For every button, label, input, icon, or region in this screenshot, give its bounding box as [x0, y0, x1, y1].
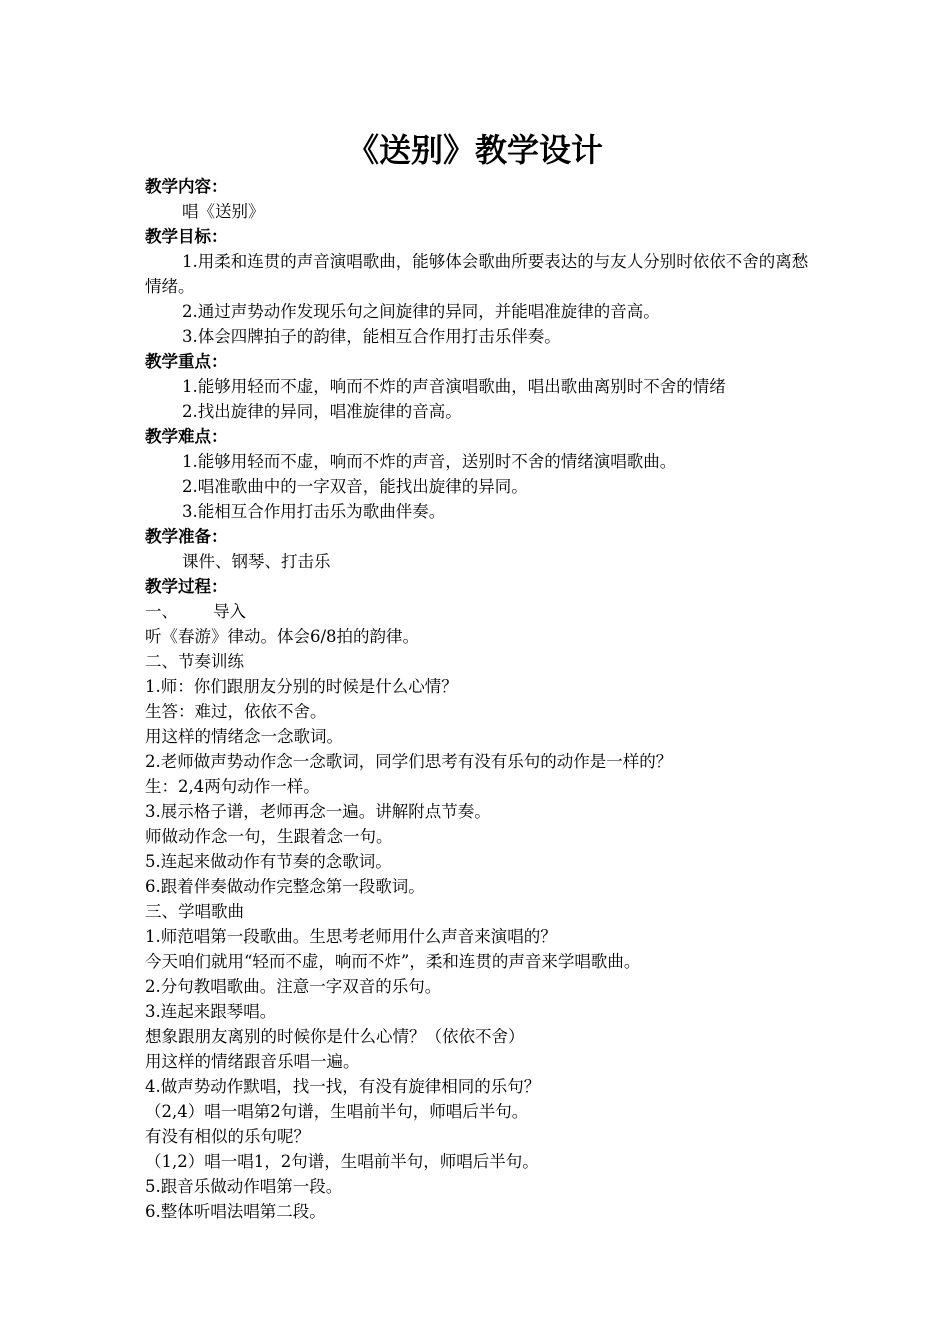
process-line: 4.做声势动作默唱，找一找，有没有旋律相同的乐句？ — [145, 1077, 541, 1096]
difficulty-item: 3.能相互合作用打击乐为歌曲伴奏。 — [182, 502, 446, 521]
process-line: 用这样的情绪念一念歌词。 — [145, 727, 343, 746]
goal-item: 2.通过声势动作发现乐句之间旋律的异同，并能唱准旋律的音高。 — [182, 302, 660, 321]
key-point-item: 1.能够用轻而不虚，响而不炸的声音演唱歌曲，唱出歌曲离别时不舍的情绪 — [182, 377, 726, 396]
difficulty-item: 2.唱准歌曲中的一字双音，能找出旋律的异同。 — [182, 477, 528, 496]
process-part-title: 二、节奏训练 — [145, 652, 244, 671]
section-heading-content: 教学内容： — [145, 177, 228, 196]
goal-item: 1.用柔和连贯的声音演唱歌曲，能够体会歌曲所要表达的与友人分别时依依不舍的离愁情绪。 — [145, 252, 809, 296]
document-body — [145, 174, 815, 1224]
process-line: 有没有相似的乐句呢？ — [145, 1127, 310, 1146]
section-heading-goals: 教学目标： — [145, 227, 228, 246]
process-line: 1.师：你们跟朋友分别的时候是什么心情？ — [145, 677, 458, 696]
process-line: 6.整体听唱法唱第二段。 — [145, 1202, 326, 1221]
process-line: 师做动作念一句，生跟着念一句。 — [145, 827, 393, 846]
section-heading-process: 教学过程： — [145, 577, 228, 596]
process-line: 3.连起来跟琴唱。 — [145, 1002, 277, 1021]
process-line: 想象跟朋友离别的时候你是什么心情？（依依不舍） — [145, 1027, 525, 1046]
section-heading-preparation: 教学准备： — [145, 527, 228, 546]
process-line: 今天咱们就用“轻而不虚，响而不炸”，柔和连贯的声音来学唱歌曲。 — [145, 952, 641, 971]
difficulty-item: 1.能够用轻而不虚，响而不炸的声音，送别时不舍的情绪演唱歌曲。 — [182, 452, 677, 471]
process-line: 生答：难过，依依不舍。 — [145, 702, 327, 721]
preparation-item: 课件、钢琴、打击乐 — [182, 552, 331, 571]
process-part-number: 一、 — [145, 602, 178, 621]
process-line: 5.连起来做动作有节奏的念歌词。 — [145, 852, 392, 871]
process-part-label: 导入 — [213, 602, 246, 621]
process-line: 听《春游》律动。体会6/8拍的韵律。 — [145, 627, 420, 646]
process-line: （1,2）唱一唱1，2句谱，生唱前半句，师唱后半句。 — [145, 1152, 539, 1171]
process-line: 1.师范唱第一段歌曲。生思考老师用什么声音来演唱的？ — [145, 927, 557, 946]
process-line: 5.跟音乐做动作唱第一段。 — [145, 1177, 343, 1196]
process-line: 生：2,4两句动作一样。 — [145, 777, 320, 796]
process-line: 6.跟着伴奏做动作完整念第一段歌词。 — [145, 877, 425, 896]
process-line: 用这样的情绪跟音乐唱一遍。 — [145, 1052, 360, 1071]
content-item: 唱《送别》 — [182, 202, 265, 221]
goal-item: 3.体会四牌拍子的韵律，能相互合作用打击乐伴奏。 — [182, 327, 561, 346]
section-heading-difficulties: 教学难点： — [145, 427, 228, 446]
process-part-title: 三、学唱歌曲 — [145, 902, 244, 921]
process-line: 3.展示格子谱，老师再念一遍。讲解附点节奏。 — [145, 802, 491, 821]
process-part-title — [145, 599, 815, 624]
document-title: 《送别》教学设计 — [346, 131, 603, 169]
key-point-item: 2.找出旋律的异同，唱准旋律的音高。 — [182, 402, 462, 421]
process-line: 2.老师做声势动作念一念歌词，同学们思考有没有乐句的动作是一样的？ — [145, 752, 673, 771]
process-line: （2,4）唱一唱第2句谱，生唱前半句，师唱后半句。 — [145, 1102, 529, 1121]
process-line: 2.分句教唱歌曲。注意一字双音的乐句。 — [145, 977, 442, 996]
section-heading-key-points: 教学重点： — [145, 352, 228, 371]
